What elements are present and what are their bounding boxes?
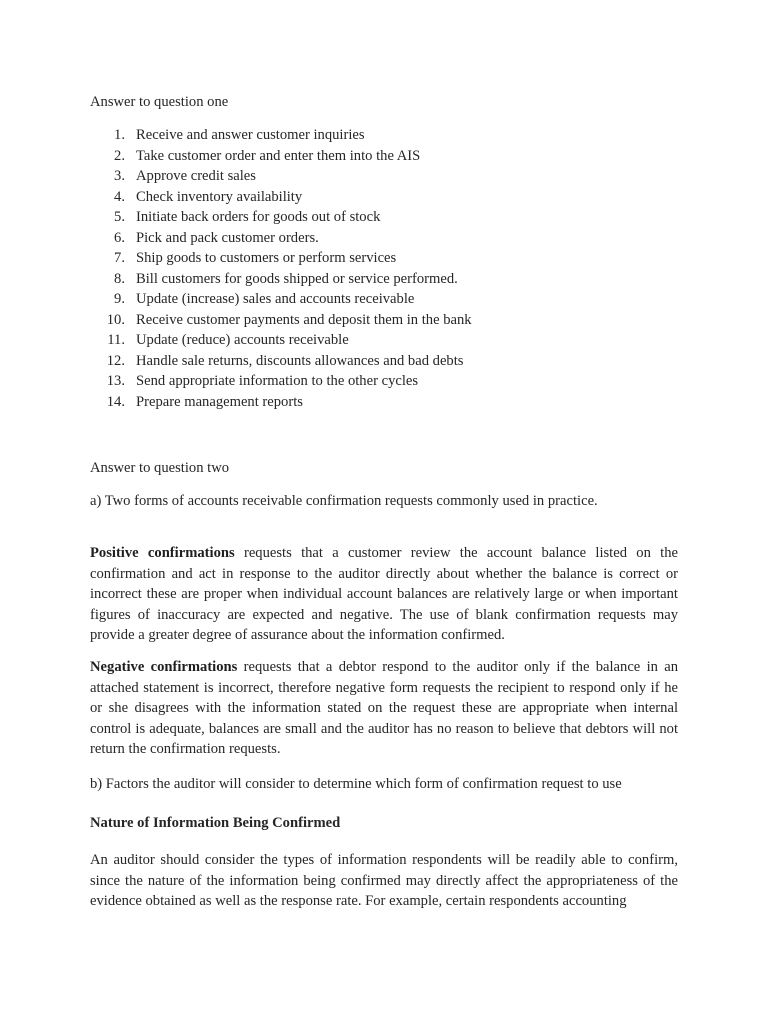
list-item (90, 310, 472, 331)
list-item-text: Prepare management reports (136, 393, 303, 410)
list-item-number: 4. (114, 188, 125, 205)
negative-confirmations-paragraph (90, 657, 678, 760)
list-item-number: 14. (106, 393, 125, 410)
list-item-text: Pick and pack customer orders. (136, 229, 319, 246)
list-item (90, 351, 472, 372)
list-item-number: 9. (114, 291, 125, 307)
list-item-text: Send appropriate information to the other cycles (136, 373, 419, 389)
list-item-number: 2. (114, 147, 125, 164)
answer-one-list (90, 125, 472, 412)
list-item-text: Receive customer payments and deposit them in the bank (136, 311, 472, 328)
list-item-text: Initiate back orders for goods out of stock (136, 209, 381, 225)
list-item (90, 125, 472, 146)
list-item (90, 146, 472, 167)
question-two-heading: Answer to question two (90, 460, 230, 476)
list-item (90, 166, 472, 187)
list-item (90, 371, 472, 392)
positive-confirmations-term: Positive confirmations (90, 545, 235, 561)
list-item-text: Bill customers for goods shipped or service performed. (136, 270, 458, 287)
positive-confirmations-text: requests that a customer review the account balance listed on the confirmation and act in response to the auditor directly about whether the balance is correct or incorrect these are proper when individual account balances are relatively large or when important figures of inaccuracy are expected and negative. The use of blank confirmation requests may provide a greater degree of assurance about the information confirmed. (90, 545, 678, 644)
list-item-number: 7. (114, 250, 125, 266)
list-item (90, 269, 472, 290)
list-item-number: 12. (106, 352, 125, 369)
list-item-number: 6. (114, 229, 125, 246)
negative-confirmations-text: requests that a debtor respond to the auditor only if the balance in an attached statement is incorrect, therefore negative form requests the recipient to respond only if he or she disagrees with the information stated on the request these are appropriate when internal control is adequate, balances are small and the auditor has no reason to believe that debtors will not return the confirmation requests. (90, 659, 678, 758)
part-a-text: a) Two forms of accounts receivable confirmation requests commonly used in practice. (90, 493, 598, 509)
list-item (90, 289, 472, 310)
list-item-number: 3. (114, 168, 125, 184)
list-item-number: 8. (114, 270, 125, 287)
negative-confirmations-term: Negative confirmations (90, 659, 238, 675)
list-item (90, 392, 472, 413)
list-item-number: 10. (106, 311, 125, 328)
list-item (90, 187, 472, 208)
list-item-text: Check inventory availability (136, 188, 303, 205)
list-item-text: Approve credit sales (136, 168, 256, 184)
list-item (90, 248, 472, 269)
nature-heading: Nature of Information Being Confirmed (90, 815, 341, 831)
list-item-number: 13. (106, 373, 125, 389)
nature-paragraph: An auditor should consider the types of information respondents will be readily able to confirm, since the nature of the information being confirmed may directly affect the appropriateness of the evidence obtained as well as the response rate. For example, certain respondents accounting (90, 852, 678, 910)
list-item-text: Receive and answer customer inquiries (136, 127, 365, 143)
question-one-heading: Answer to question one (90, 94, 229, 110)
list-item-number: 11. (107, 332, 125, 348)
positive-confirmations-paragraph (90, 543, 678, 646)
list-item-text: Update (increase) sales and accounts receivable (136, 291, 415, 307)
list-item-number: 1. (114, 127, 125, 143)
list-item-text: Handle sale returns, discounts allowances and bad debts (136, 352, 464, 369)
list-item (90, 228, 472, 249)
list-item-text: Update (reduce) accounts receivable (136, 332, 349, 348)
list-item (90, 207, 472, 228)
list-item-text: Ship goods to customers or perform services (136, 250, 397, 266)
part-b-text: b) Factors the auditor will consider to determine which form of confirmation request to use (90, 776, 622, 792)
list-item-text: Take customer order and enter them into the AIS (136, 147, 421, 164)
list-item (90, 330, 472, 351)
list-item-number: 5. (114, 209, 125, 225)
